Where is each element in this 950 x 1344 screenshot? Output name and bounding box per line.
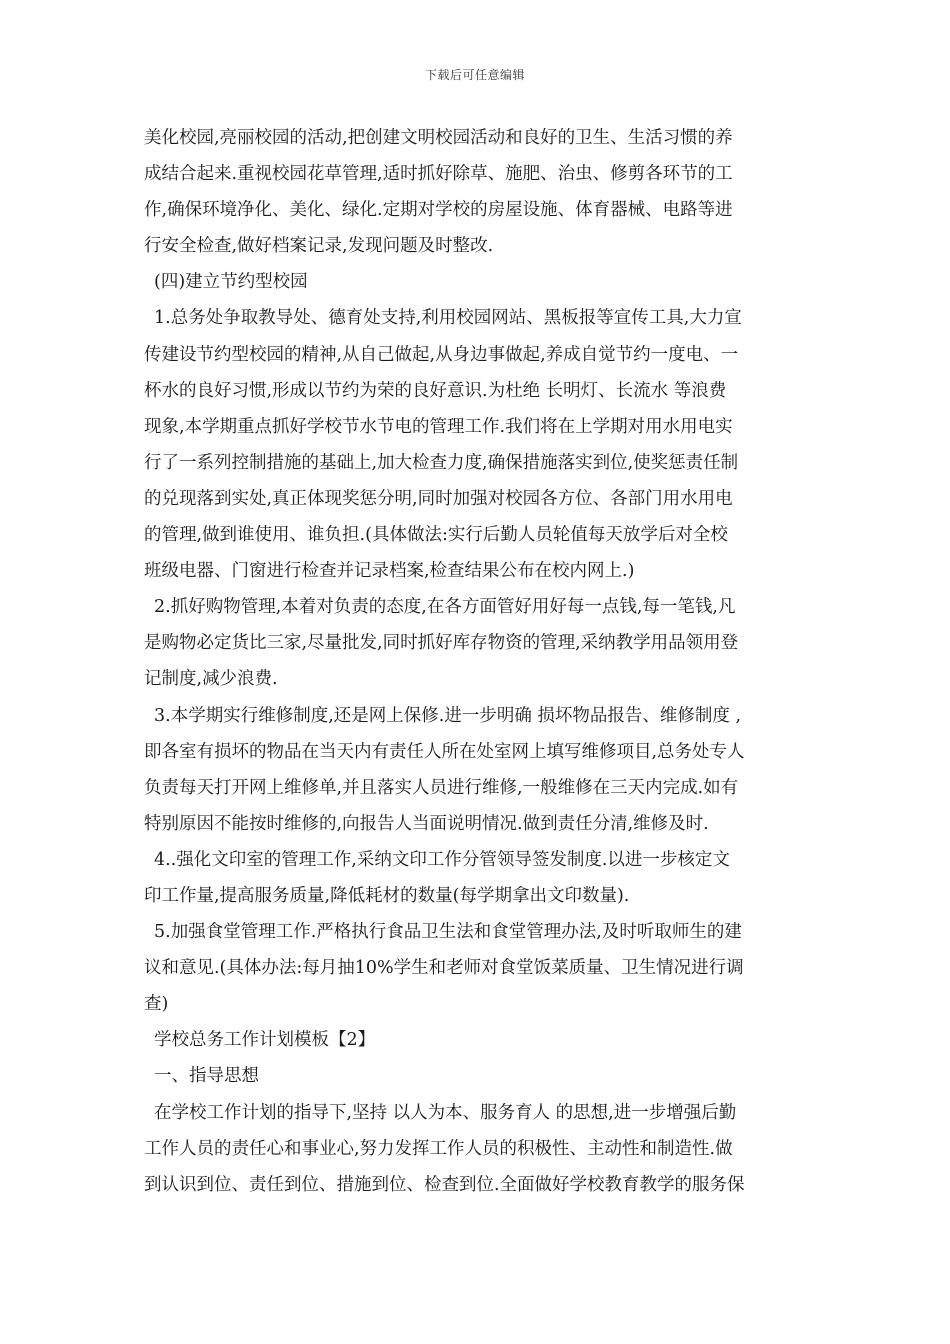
text-line: 3.本学期实行维修制度,还是网上保修.进一步明确 损坏物品报告、维修制度 , bbox=[154, 705, 742, 726]
text-line: 学校总务工作计划模板【2】 bbox=[154, 1030, 376, 1051]
document-body bbox=[144, 120, 808, 1203]
text-line: 议和意见.(具体办法:每月抽10%学生和老师对食堂饭菜质量、卫生情况进行调 bbox=[144, 958, 744, 979]
text-line: 工作人员的责任心和事业心,努力发挥工作人员的积极性、主动性和制造性.做 bbox=[144, 1138, 733, 1159]
text-line: 作,确保环境净化、美化、绿化.定期对学校的房屋设施、体育器械、电路等进 bbox=[144, 200, 733, 221]
text-line: 杯水的良好习惯,形成以节约为荣的良好意识.为杜绝 长明灯、长流水 等浪费 bbox=[144, 380, 727, 401]
text-line: 成结合起来.重视校园花草管理,适时抓好除草、施肥、治虫、修剪各环节的工 bbox=[144, 164, 733, 185]
text-line: 是购物必定货比三家,尽量批发,同时抓好库存物资的管理,采纳教学用品领用登 bbox=[144, 633, 739, 654]
text-line: 行安全检查,做好档案记录,发现问题及时整改. bbox=[144, 236, 494, 257]
text-line: 班级电器、门窗进行检查并记录档案,检查结果公布在校内网上.) bbox=[144, 561, 635, 582]
text-line: 的管理,做到谁使用、谁负担.(具体做法:实行后勤人员轮值每天放学后对全校 bbox=[144, 525, 728, 546]
text-line: (四)建立节约型校园 bbox=[154, 272, 308, 293]
text-line: 2.抓好购物管理,本着对负责的态度,在各方面管好用好每一点钱,每一笔钱,凡 bbox=[154, 597, 736, 618]
text-line: 负责每天打开网上维修单,并且落实人员进行维修,一般维修在三天内完成.如有 bbox=[144, 777, 739, 798]
text-line: 现象,本学期重点抓好学校节水节电的管理工作.我们将在上学期对用水用电实 bbox=[144, 416, 733, 437]
text-line: 一、指导思想 bbox=[154, 1066, 259, 1087]
text-line: 特别原因不能按时维修的,向报告人当面说明情况.做到责任分清,维修及时. bbox=[144, 813, 709, 834]
text-line: 1.总务处争取教导处、德育处支持,利用校园网站、黑板报等宣传工具,大力宣 bbox=[154, 308, 742, 329]
text-line: 查) bbox=[144, 994, 169, 1015]
text-line: 的兑现落到实处,真正体现奖惩分明,同时加强对校园各方位、各部门用水用电 bbox=[144, 488, 733, 509]
text-line: 美化校园,亮丽校园的活动,把创建文明校园活动和良好的卫生、生活习惯的养 bbox=[144, 128, 733, 148]
page-header: 下载后可任意编辑 bbox=[424, 68, 525, 82]
text-line: 即各室有损坏的物品在当天内有责任人所在处室网上填写维修项目,总务处专人 bbox=[144, 741, 745, 762]
text-line: 5.加强食堂管理工作.严格执行食品卫生法和食堂管理办法,及时听取师生的建 bbox=[154, 922, 742, 943]
text-line: 4..强化文印室的管理工作,采纳文印工作分管领导签发制度.以进一步核定文 bbox=[154, 849, 730, 870]
text-line: 在学校工作计划的指导下,坚持 以人为本、服务育人 的思想,进一步增强后勤 bbox=[154, 1102, 737, 1123]
text-line: 印工作量,提高服务质量,降低耗材的数量(每学期拿出文印数量). bbox=[144, 885, 630, 906]
text-line: 传建设节约型校园的精神,从自己做起,从身边事做起,养成自觉节约一度电、一 bbox=[144, 344, 739, 365]
text-line: 行了一系列控制措施的基础上,加大检查力度,确保措施落实到位,使奖惩责任制 bbox=[144, 452, 739, 473]
text-line: 记制度,减少浪费. bbox=[144, 669, 278, 690]
text-line: 到认识到位、责任到位、措施到位、检查到位.全面做好学校教育教学的服务保 bbox=[144, 1174, 745, 1195]
